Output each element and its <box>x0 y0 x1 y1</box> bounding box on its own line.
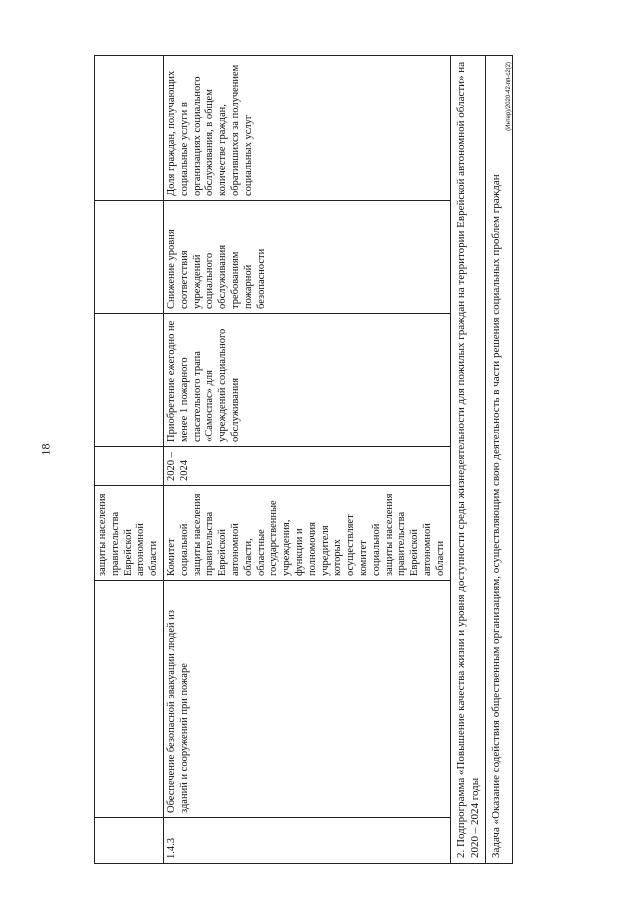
rotated-table-wrapper <box>94 56 594 864</box>
cell-responsible: Комитет социальной защиты населения правительства Еврейской автономной области, областные государственные учреждения, функции и полномочия учредителя которых осуществляет комитет социальной защиты населения правительства Еврейской автономной области <box>163 486 450 581</box>
subprogram-title: 2. Подпрограмма «Повышение качества жизни и уровня доступности среды жизнедеятельности для пожилых граждан на территории Еврейской автономной области» на 2020 – 2024 годы <box>450 56 485 864</box>
cell-number <box>95 818 164 864</box>
table-row-subprogram <box>450 56 485 864</box>
table-row-1-4-3 <box>163 56 450 864</box>
cell-event: Обеспечение безопасной эвакуации людей из зданий и сооружений при пожаре <box>163 581 450 818</box>
cell-responsible: защиты населения правительства Еврейской автономной области <box>95 486 164 581</box>
cell-indicator: Доля граждан, получающих социальные услуги в организациях социального обслуживания, в общем количестве граждан, обратившихся за получением социальных услуг <box>163 56 450 201</box>
cell-consequence <box>95 201 164 314</box>
page-number: 18 <box>38 443 53 456</box>
cell-consequence: Снижение уровня соответствия учреждений социального обслуживания требованиям пожарной безопасности <box>163 201 450 314</box>
document-stamp: (Интер)/2020-42-пп-c2(2) <box>505 62 512 131</box>
cell-result: Приобретение ежегодно не менее 1 пожарного спасательного трапа «Самоспас» для учреждений социального обслуживания <box>163 314 450 447</box>
cell-result <box>95 314 164 447</box>
task-title: Задача «Оказание содействия общественным организациям, осуществляющим свою деятельность в части решения социальных проблем граждан <box>489 174 502 858</box>
cell-period: 2020 – 2024 <box>163 447 450 486</box>
program-measures-table <box>94 55 513 864</box>
cell-indicator <box>95 56 164 201</box>
table-row-continued <box>95 56 164 864</box>
table-row-task <box>485 56 512 864</box>
cell-number: 1.4.3 <box>163 818 450 864</box>
cell-event <box>95 581 164 818</box>
cell-period <box>95 447 164 486</box>
task-cell <box>485 56 512 864</box>
